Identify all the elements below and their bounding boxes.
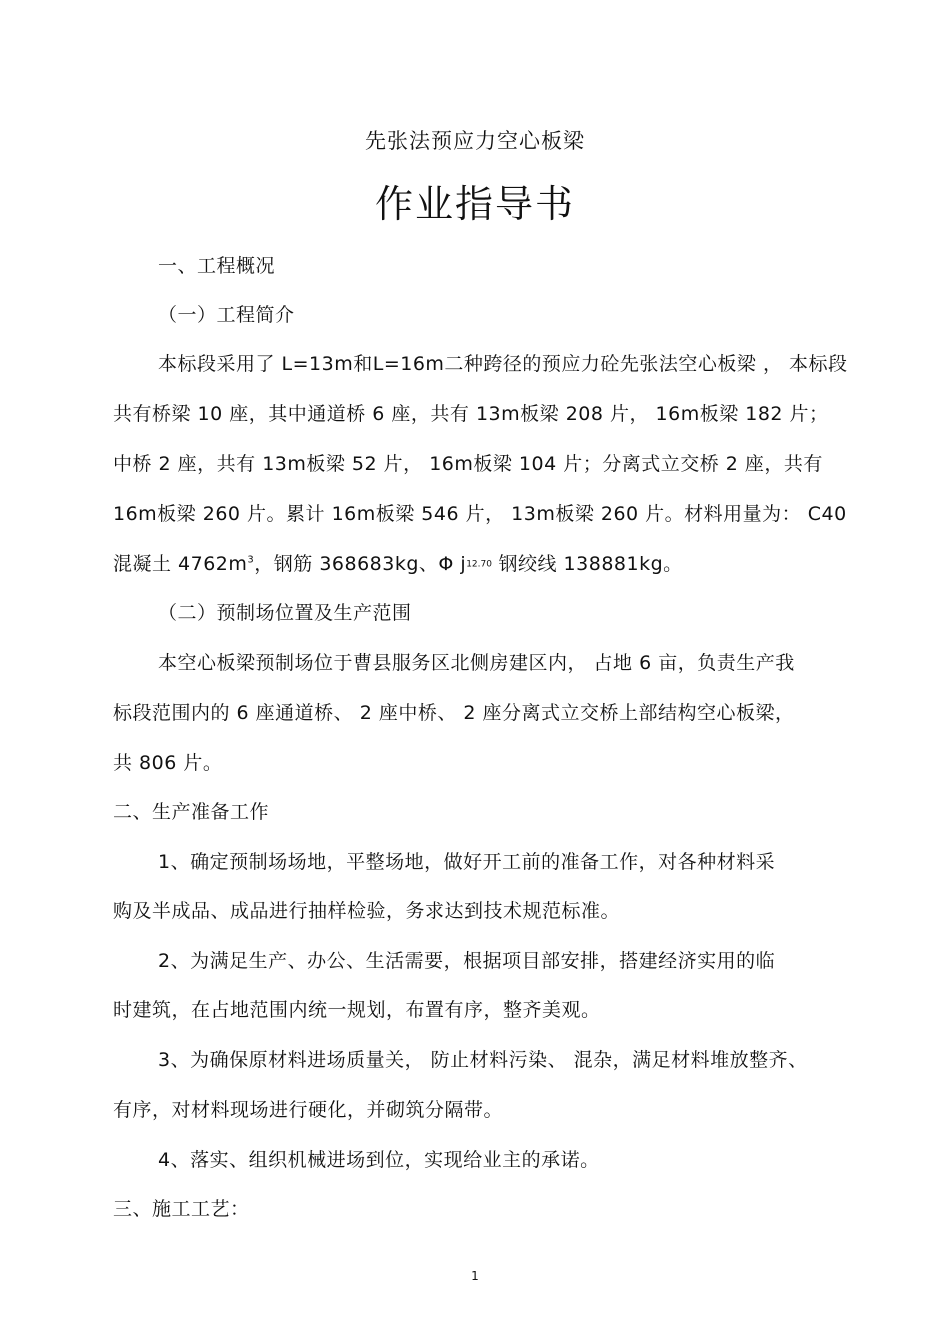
materials-subscript: 12.70 — [466, 559, 492, 570]
list-item: 4、落实、组织机械进场到位，实现给业主的承诺。 — [158, 1149, 600, 1171]
document-subtitle: 先张法预应力空心板梁 — [365, 129, 585, 153]
paragraph-line: 本空心板梁预制场位于曹县服务区北侧房建区内， 占地 6 亩，负责生产我 — [158, 652, 795, 674]
list-item: 3、为确保原材料进场质量关， 防止材料污染、 混杂，满足材料堆放整齐、 — [158, 1049, 808, 1071]
subsection-heading-intro: （一）工程简介 — [158, 304, 295, 326]
page-number: 1 — [471, 1269, 479, 1283]
list-item-continuation: 有序，对材料现场进行硬化，并砌筑分隔带。 — [113, 1099, 504, 1121]
list-item-continuation: 购及半成品、成品进行抽样检验，务求达到技术规范标准。 — [113, 900, 621, 922]
paragraph-line: 标段范围内的 6 座通道桥、 2 座中桥、 2 座分离式立交桥上部结构空心板梁， — [113, 702, 795, 724]
materials-concrete: 混凝土 4762m — [113, 553, 248, 575]
materials-line — [113, 552, 683, 577]
paragraph-line: 共 806 片。 — [113, 752, 223, 774]
materials-steel: ，钢筋 368683kg、Φ j — [254, 553, 467, 575]
section-heading-preparation: 二、生产准备工作 — [113, 801, 270, 823]
paragraph-line: 16m板梁 260 片。累计 16m板梁 546 片， 13m板梁 260 片。材料用量为： C40 — [113, 503, 847, 525]
materials-strand: 钢绞线 138881kg。 — [491, 553, 683, 575]
paragraph-line: 共有桥梁 10 座，其中通道桥 6 座，共有 13m板梁 208 片， 16m板梁 182 片； — [113, 403, 829, 425]
document-title: 作业指导书 — [374, 182, 575, 226]
list-item-continuation: 时建筑，在占地范围内统一规划，布置有序，整齐美观。 — [113, 999, 601, 1021]
materials-superscript: 3 — [247, 554, 255, 566]
section-heading-overview: 一、工程概况 — [158, 255, 276, 277]
subsection-heading-location: （二）预制场位置及生产范围 — [158, 602, 412, 624]
section-heading-process: 三、施工工艺： — [113, 1198, 250, 1220]
paragraph-line: 本标段采用了 L=13m和L=16m二种跨径的预应力砼先张法空心板梁 ， 本标段 — [158, 353, 848, 375]
list-item: 2、为满足生产、办公、生活需要，根据项目部安排，搭建经济实用的临 — [158, 950, 776, 972]
list-item: 1、确定预制场场地，平整场地，做好开工前的准备工作，对各种材料采 — [158, 851, 776, 873]
paragraph-line: 中桥 2 座，共有 13m板梁 52 片， 16m板梁 104 片；分离式立交桥 2 座，共有 — [113, 453, 823, 475]
